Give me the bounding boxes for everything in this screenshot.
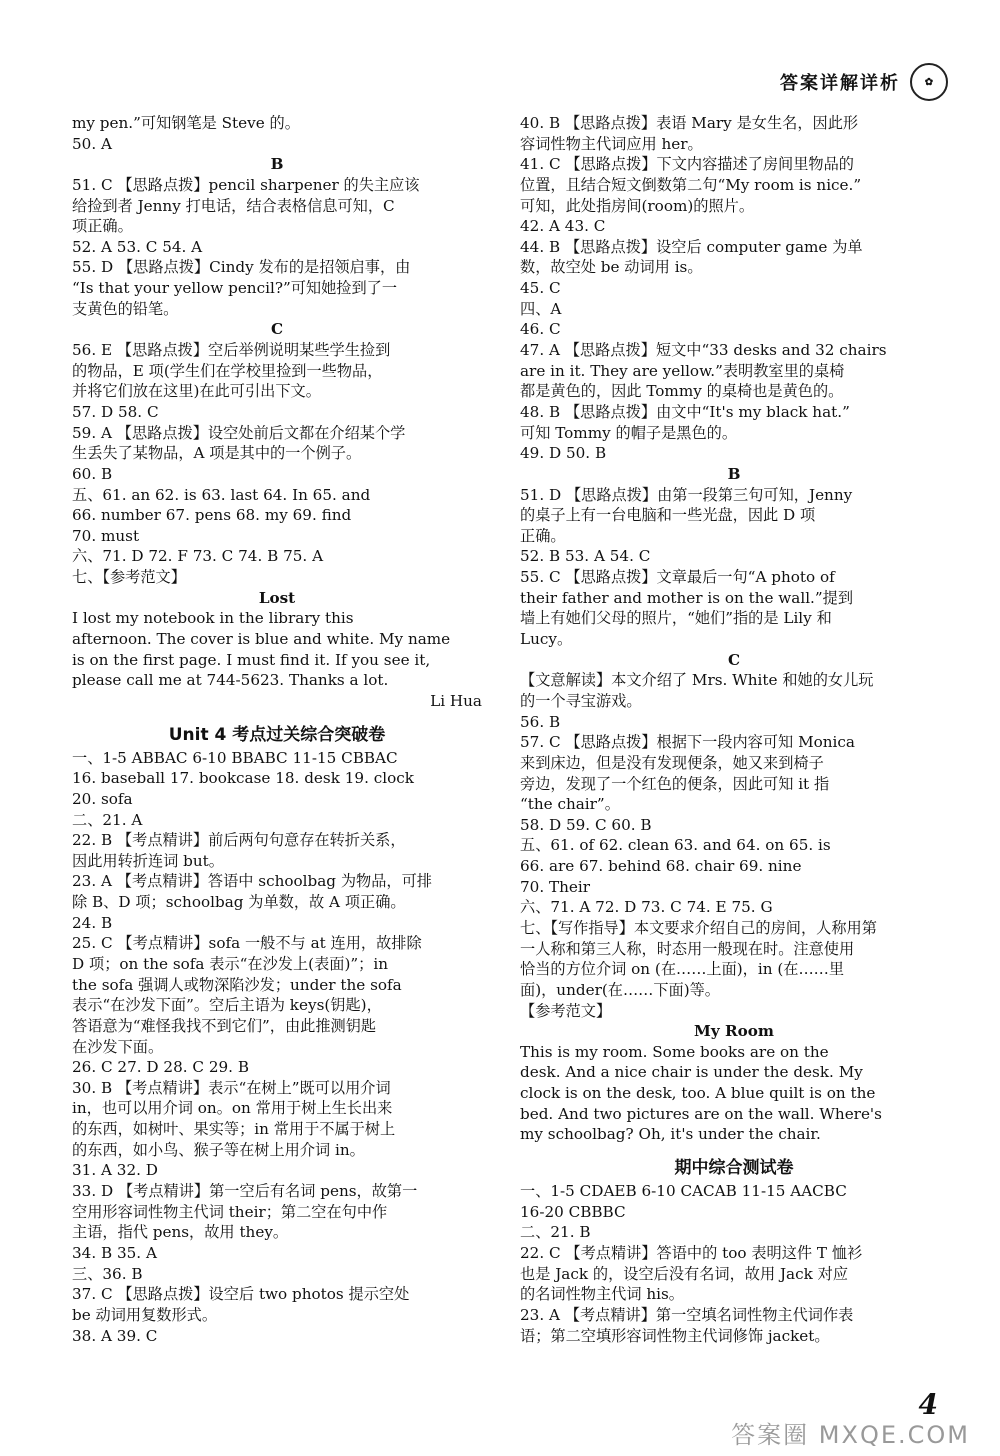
text-line: bed. And two pictures are on the wall. Where's [520, 1104, 882, 1123]
text-line: C [727, 650, 741, 669]
text-line: 除 B、D 项；schoolbag 为单数，故 A 项正确。 [72, 893, 406, 912]
text-line: 支黄色的铅笔。 [72, 299, 179, 318]
text-line: 七、【写作指导】本文要求介绍自己的房间，人称用第 [520, 918, 877, 937]
text-line: my pen.”可知钢笔是 Steve 的。 [72, 114, 300, 132]
page-header [780, 62, 948, 102]
text-line: C [270, 320, 284, 339]
text-line: Lost [258, 588, 296, 607]
text-line: 46. C [520, 320, 561, 339]
text-line: 也是 Jack 的，设空后没有名词，故用 Jack 对应 [520, 1264, 849, 1283]
text-line: my schoolbag? Oh, it's under the chair. [520, 1125, 821, 1144]
text-line: Li Hua [430, 691, 482, 710]
text-line: 20. sofa [72, 789, 133, 808]
text-line: 六、71. A 72. D 73. C 74. E 75. G [520, 898, 773, 917]
text-line: 49. D 50. B [520, 444, 607, 463]
text-line: 一、1-5 ABBAC 6-10 BBABC 11-15 CBBAC [72, 748, 398, 767]
text-line: 55. C 【思路点拨】文章最后一句“A photo of [520, 568, 835, 587]
text-line: please call me at 744-5623. Thanks a lot. [72, 671, 389, 690]
text-line: 16-20 CBBBC [520, 1202, 626, 1221]
text-line: is on the first page. I must find it. If you see it, [72, 650, 431, 669]
text-line: 58. D 59. C 60. B [520, 815, 652, 834]
text-line: 57. C 【思路点拨】根据下一段内容可知 Monica [520, 733, 855, 752]
text-line: D 项；on the sofa 表示“在沙发上(表面)”；in [72, 954, 388, 973]
text-line: I lost my notebook in the library this [72, 609, 354, 628]
text-line: 六、71. D 72. F 73. C 74. B 75. A [72, 547, 324, 566]
text-line: 22. C 【考点精讲】答语中的 too 表明这件 T 恤衫 [520, 1243, 863, 1262]
text-line: 的名词性物主代词 his。 [520, 1285, 684, 1304]
text-line: 来到床边，但是没有发现便条，她又来到椅子 [520, 753, 824, 772]
text-line: in，也可以用介词 on。on 常用于树上生长出来 [72, 1099, 393, 1118]
text-line: 二、21. A [72, 810, 143, 829]
text-line: 70. must [72, 526, 140, 545]
text-line: 22. B 【考点精讲】前后两句句意存在转折关系， [72, 831, 406, 850]
text-line: their father and mother is on the wall.”提到 [520, 588, 854, 607]
text-line: Unit 4 考点过关综合突破卷 [168, 724, 386, 745]
right-column [520, 113, 948, 1346]
text-line: 的一个寻宝游戏。 [520, 691, 642, 710]
text-line: 正确。 [520, 526, 566, 545]
text-line: clock is on the desk, too. A blue quilt is on the [520, 1084, 876, 1103]
text-line: 期中综合测试卷 [674, 1158, 794, 1179]
text-line: 55. D 【思路点拨】Cindy 发布的是招领启事，由 [72, 258, 411, 277]
text-line: 空用形容词性物主代词 their；第二空在句中作 [72, 1202, 388, 1221]
text-line: 一人称和第三人称，时态用一般现在时。注意使用 [520, 939, 855, 958]
text-line: 66. are 67. behind 68. chair 69. nine [520, 857, 802, 876]
text-line: 七、【参考范文】 [72, 568, 186, 587]
left-column [72, 113, 482, 1346]
text-line: Lucy。 [520, 630, 573, 649]
text-line: 面)，under(在……下面)等。 [520, 980, 720, 999]
text-line: 44. B 【思路点拨】设空后 computer game 为单 [520, 237, 863, 256]
text-line: 48. B 【思路点拨】由文中“It's my black hat.” [520, 402, 850, 421]
text-line: 50. A [72, 134, 112, 153]
text-line: 容词性物主代词应用 her。 [520, 134, 703, 153]
text-line: 在沙发下面。 [72, 1037, 164, 1056]
text-line: 52. B 53. A 54. C [520, 547, 651, 566]
text-line: 项正确。 [72, 217, 133, 236]
page-number: 4 [918, 1388, 938, 1421]
text-line: 一、1-5 CDAEB 6-10 CACAB 11-15 AACBC [520, 1182, 847, 1201]
logo-icon: ✿ [910, 63, 948, 101]
text-line: 数，故空处 be 动词用 is。 [520, 258, 703, 277]
text-line: 47. A 【思路点拨】短文中“33 desks and 32 chairs [520, 341, 887, 360]
text-line: 的桌子上有一台电脑和一些光盘，因此 D 项 [520, 506, 816, 525]
header-title: 答案详解详析 [780, 73, 900, 94]
text-line: 的东西，如树叶、果实等；in 常用于不属于树上 [72, 1120, 396, 1139]
watermark: 答案圈 MXQE.COM [731, 1421, 970, 1449]
text-line: B [727, 464, 741, 483]
text-line: My Room [694, 1022, 774, 1041]
text-line: 旁边，发现了一个红色的便条，因此可知 it 指 [520, 774, 830, 793]
text-line: “the chair”。 [520, 795, 620, 814]
text-line: 16. baseball 17. bookcase 18. desk 19. clock [72, 769, 414, 788]
text-line: 都是黄色的，因此 Tommy 的桌椅也是黄色的。 [520, 382, 844, 401]
text-line: 【文意解读】本文介绍了 Mrs. White 和她的女儿玩 [520, 671, 874, 690]
text-line: 34. B 35. A [72, 1243, 157, 1262]
text-line: 三、36. B [72, 1264, 143, 1283]
text-line: 24. B [72, 913, 113, 932]
text-line: “Is that your yellow pencil?”可知她捡到了一 [72, 279, 398, 298]
text-line: 主语，指代 pens，故用 they。 [72, 1223, 289, 1242]
text-line: 56. E 【思路点拨】空后举例说明某些学生捡到 [72, 341, 391, 360]
text-line: 语；第二空填形容词性物主代词修饰 jacket。 [520, 1326, 830, 1345]
text-line: 可知，此处指房间(room)的照片。 [520, 196, 755, 215]
text-line: 并将它们放在这里)在此可引出下文。 [72, 382, 321, 401]
text-line: 51. C 【思路点拨】pencil sharpener 的失主应该 [72, 175, 420, 194]
text-line: 五、61. an 62. is 63. last 64. In 65. and [72, 485, 371, 504]
text-line: afternoon. The cover is blue and white. My name [72, 630, 451, 649]
text-line: B [270, 155, 284, 174]
text-line: 墙上有她们父母的照片，“她们”指的是 Lily 和 [520, 609, 832, 628]
text-line: 70. Their [520, 877, 590, 896]
text-line: 25. C 【考点精讲】sofa 一般不与 at 连用，故排除 [72, 934, 422, 953]
text-line: 表示“在沙发下面”。空后主语为 keys(钥匙)， [72, 996, 382, 1015]
text-line: desk. And a nice chair is under the desk. My [520, 1063, 863, 1082]
text-line: 57. D 58. C [72, 402, 159, 421]
text-line: the sofa 强调人或物深陷沙发；under the sofa [72, 975, 402, 994]
text-line: 51. D 【思路点拨】由第一段第三句可知，Jenny [520, 485, 853, 504]
text-line: 56. B [520, 712, 561, 731]
text-line: 因此用转折连词 but。 [72, 851, 224, 870]
text-line: are in it. They are yellow.”表明教室里的桌椅 [520, 361, 845, 380]
text-line: 66. number 67. pens 68. my 69. find [72, 506, 352, 525]
text-line: be 动词用复数形式。 [72, 1305, 218, 1324]
text-line: 60. B [72, 464, 113, 483]
text-line: 45. C [520, 279, 561, 298]
text-line: 42. A 43. C [520, 217, 606, 236]
text-line: 26. C 27. D 28. C 29. B [72, 1058, 249, 1077]
text-line: 59. A 【思路点拨】设空处前后文都在介绍某个学 [72, 423, 406, 442]
text-line: 38. A 39. C [72, 1326, 158, 1345]
text-line: 31. A 32. D [72, 1161, 158, 1180]
text-line: 二、21. B [520, 1223, 591, 1242]
text-line: 恰当的方位介词 on (在……上面)，in (在……里 [520, 960, 845, 979]
text-line: 33. D 【考点精讲】第一空后有名词 pens，故第一 [72, 1182, 418, 1201]
text-line: 41. C 【思路点拨】下文内容描述了房间里物品的 [520, 155, 854, 174]
text-line: This is my room. Some books are on the [520, 1042, 829, 1061]
text-line: 答语意为“难怪我找不到它们”，由此推测钥匙 [72, 1016, 377, 1035]
text-line: 23. A 【考点精讲】答语中 schoolbag 为物品，可排 [72, 872, 432, 891]
text-line: 五、61. of 62. clean 63. and 64. on 65. is [520, 836, 831, 855]
text-line: 可知 Tommy 的帽子是黑色的。 [520, 423, 738, 442]
text-line: 37. C 【思路点拨】设空后 two photos 提示空处 [72, 1285, 410, 1304]
text-line: 40. B 【思路点拨】表语 Mary 是女生名，因此形 [520, 114, 859, 132]
text-line: 给捡到者 Jenny 打电话，结合表格信息可知，C [72, 196, 395, 215]
text-line: 的物品，E 项(学生们在学校里捡到一些物品， [72, 361, 383, 380]
text-line: 23. A 【考点精讲】第一空填名词性物主代词作表 [520, 1305, 854, 1324]
text-line: 四、A [520, 299, 562, 318]
text-line: 生丢失了某物品，A 项是其中的一个例子。 [72, 444, 362, 463]
text-line: 30. B 【考点精讲】表示“在树上”既可以用介词 [72, 1078, 391, 1097]
text-line: 的东西，如小鸟、猴子等在树上用介词 in。 [72, 1140, 365, 1159]
text-line: 52. A 53. C 54. A [72, 237, 203, 256]
text-line: 【参考范文】 [520, 1001, 612, 1020]
text-line: 位置，且结合短文倒数第二句“My room is nice.” [520, 175, 862, 194]
